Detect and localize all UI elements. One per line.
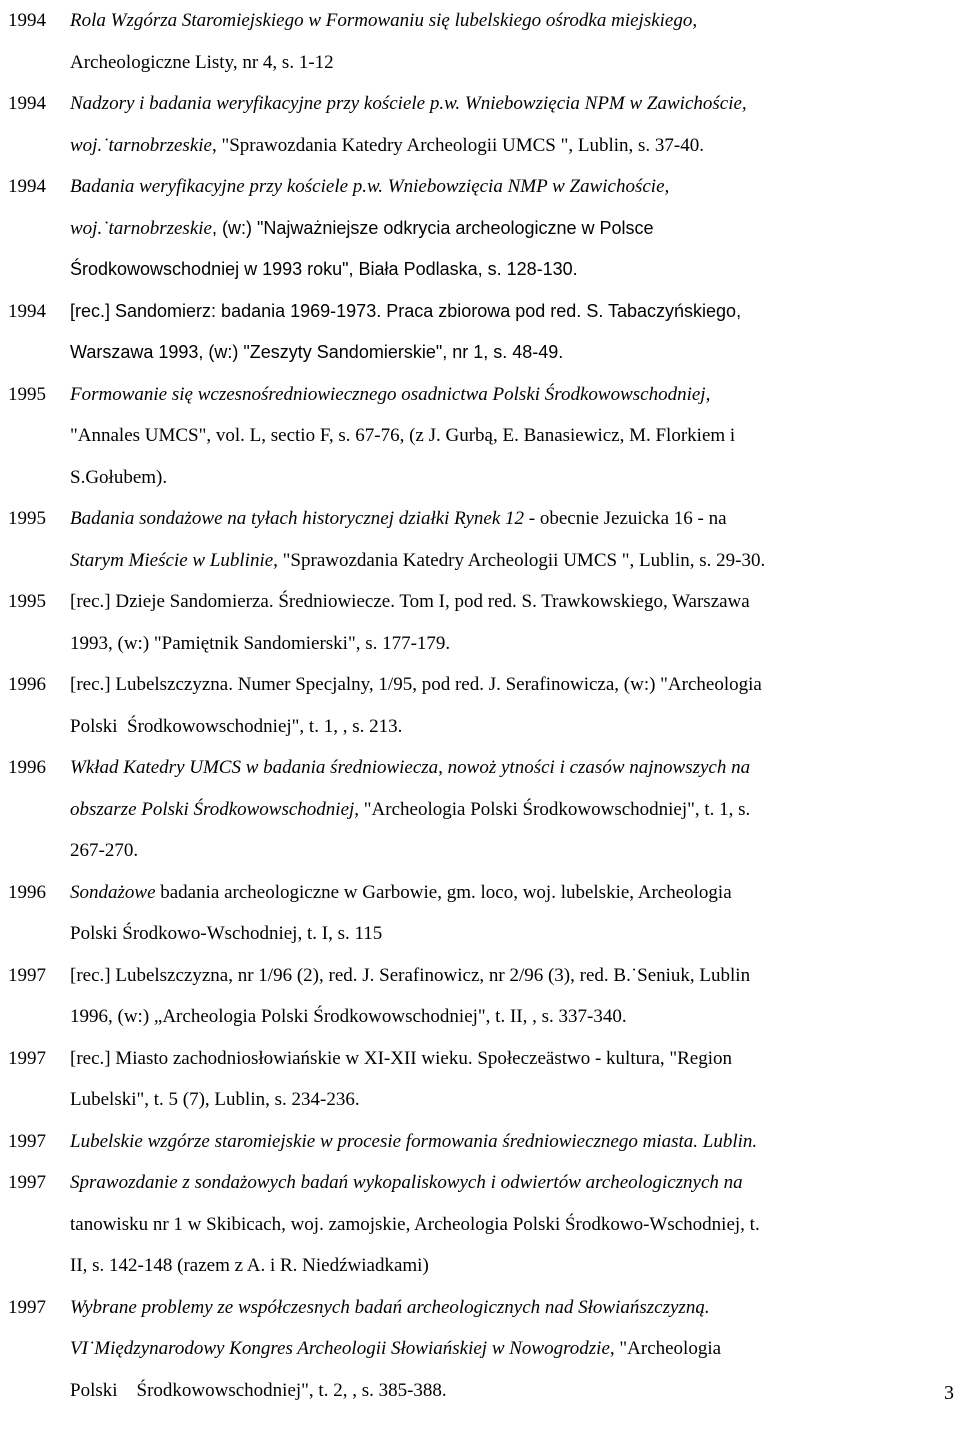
entry-line	[70, 996, 953, 1038]
entry-line	[70, 581, 953, 623]
entry-text	[70, 291, 953, 374]
bibliography-entry	[8, 1287, 953, 1412]
entry-line	[70, 83, 953, 125]
bibliography-entry	[8, 1038, 953, 1121]
entry-year: 1997	[8, 964, 46, 986]
entry-line	[70, 166, 953, 208]
entry-line	[70, 540, 953, 582]
entry-title-segment: woj.˙tarnobrzeskie	[70, 217, 212, 239]
entry-year: 1997	[8, 1172, 46, 1193]
entry-line	[70, 872, 953, 914]
entry-text	[70, 1038, 953, 1121]
entry-year: 1996	[8, 757, 46, 778]
entry-citation-segment: , "Sprawozdania Katedry Archeologii UMCS ", Lublin, s. 29-30.	[273, 549, 766, 571]
entry-title-segment: Sprawozdanie z sondażowych badań wykopaliskowych i odwiertów archeologicznych na	[70, 1172, 743, 1193]
entry-year: 1994	[8, 300, 46, 322]
entry-year: 1997	[8, 1047, 46, 1069]
entry-citation-segment: [rec.] Miasto zachodniosłowiańskie w XI-XII wieku. Społeczeästwo - kultura, "Region	[70, 1047, 733, 1069]
entry-citation-segment: II, s. 142-148 (razem z A. i R. Niedźwiadkami)	[70, 1255, 429, 1276]
entry-title-segment: Badania weryfikacyjne przy kościele p.w. Wniebowzięcia NMP w Zawichoście,	[70, 176, 670, 197]
entry-line	[70, 623, 953, 665]
entry-line	[70, 1162, 953, 1204]
entry-citation-segment: 1996, (w:) „Archeologia Polski Środkowowschodniej", t. II, , s. 337-340.	[70, 1006, 627, 1027]
entry-line	[70, 1370, 953, 1412]
entry-line	[70, 498, 953, 540]
entry-line	[70, 249, 953, 291]
entry-year: 1995	[8, 383, 46, 405]
entry-line	[70, 1245, 953, 1287]
entry-line	[70, 664, 953, 706]
entry-title-segment: obszarze Polski Środkowowschodniej	[70, 798, 355, 820]
entry-citation-segment: , "Sprawozdania Katedry Archeologii UMCS ", Lublin, s. 37-40.	[211, 134, 704, 156]
entry-line	[70, 332, 953, 374]
entry-citation-segment: 267-270.	[70, 840, 139, 861]
entry-title-segment: Nadzory i badania weryfikacyjne przy kościele p.w. Wniebowzięcia NPM w Zawichoście,	[70, 93, 747, 114]
entry-citation-segment: [rec.] Lubelszczyzna. Numer Specjalny, 1/95, pod red. J. Serafinowicza, (w:) "Archeologia	[70, 674, 762, 695]
entry-year: 1996	[8, 881, 46, 903]
entry-text	[70, 664, 953, 747]
bibliography-entry	[8, 747, 953, 872]
entry-year: 1994	[8, 176, 46, 197]
entry-citation-segment: , "Archeologia	[609, 1338, 722, 1359]
entry-citation-segment: - obecnie Jezuicka 16 - na	[524, 508, 727, 529]
entry-citation-segment: "Annales UMCS", vol. L, sectio F, s. 67-76, (z J. Gurbą, E. Banasiewicz, M. Florkiem i	[70, 425, 736, 446]
entry-citation-segment: [rec.] Dzieje Sandomierza. Średniowiecze. Tom I, pod red. S. Trawkowskiego, Warszawa	[70, 591, 750, 612]
entry-line	[70, 1287, 953, 1329]
entry-line	[70, 374, 953, 416]
entry-line	[70, 457, 953, 499]
bibliography-entry	[8, 83, 953, 166]
entry-line	[70, 830, 953, 872]
entry-citation-segment: , (w:) "Najważniejsze odkrycia archeologiczne w Polsce	[211, 217, 654, 238]
bibliography-entry	[8, 664, 953, 747]
bibliography-entry	[8, 1121, 953, 1163]
entry-citation-segment: S.Gołubem).	[70, 466, 168, 488]
entry-line	[70, 747, 953, 789]
bibliography-entry	[8, 955, 953, 1038]
entry-title-segment: VI˙Międzynarodowy Kongres Archeologii Słowiańskiej w Nowogrodzie	[70, 1338, 610, 1359]
entry-line	[70, 955, 953, 997]
entry-line	[70, 1079, 953, 1121]
entry-text	[70, 0, 953, 83]
entry-citation-segment: [rec.] Lubelszczyzna, nr 1/96 (2), red. J. Serafinowicz, nr 2/96 (3), red. B.˙Seniuk, Lublin	[70, 964, 751, 986]
entry-citation-segment: Archeologiczne Listy, nr 4, s. 1-12	[70, 51, 334, 73]
entry-text	[70, 747, 953, 872]
entry-title-segment: woj.˙tarnobrzeskie	[70, 134, 212, 156]
entry-citation-segment: Polski Środkowowschodniej", t. 2, , s. 385-388.	[70, 1379, 447, 1401]
entry-citation-segment: Lubelski", t. 5 (7), Lublin, s. 234-236.	[70, 1089, 360, 1110]
entry-title-segment: Wkład Katedry UMCS w badania średniowiecza, nowoż ytności i czasów najnowszych na	[70, 757, 751, 778]
entry-line	[70, 208, 953, 250]
entry-year: 1994	[8, 10, 46, 31]
entry-line	[70, 415, 953, 457]
bibliography-entry	[8, 291, 953, 374]
entry-title-segment: Wybrane problemy ze współczesnych badań archeologicznych nad Słowiańszczyzną.	[70, 1296, 710, 1318]
entry-citation-segment: tanowisku nr 1 w Skibicach, woj. zamojskie, Archeologia Polski Środkowo-Wschodniej, t.	[70, 1213, 760, 1235]
entry-year: 1997	[8, 1130, 46, 1152]
bibliography-list	[8, 0, 953, 1411]
entry-year: 1996	[8, 674, 46, 695]
entry-title-segment: Lubelskie wzgórze staromiejskie w procesie formowania średniowiecznego miasta. Lublin.	[70, 1130, 758, 1152]
entry-text	[70, 872, 953, 955]
entry-year: 1995	[8, 591, 46, 612]
entry-title-segment: Starym Mieście w Lublinie	[70, 549, 274, 571]
entry-text	[70, 1121, 953, 1163]
entry-text	[70, 374, 953, 499]
bibliography-entry	[8, 1162, 953, 1287]
entry-text	[70, 1162, 953, 1287]
entry-line	[70, 789, 953, 831]
entry-line	[70, 42, 953, 84]
entry-line	[70, 125, 953, 167]
entry-text	[70, 581, 953, 664]
entry-year: 1994	[8, 93, 46, 114]
entry-line	[70, 1328, 953, 1370]
entry-citation-segment: [rec.] Sandomierz: badania 1969-1973. Praca zbiorowa pod red. S. Tabaczyńskiego,	[70, 300, 742, 321]
bibliography-entry	[8, 498, 953, 581]
entry-line	[70, 0, 953, 42]
entry-citation-segment: badania archeologiczne w Garbowie, gm. loco, woj. lubelskie, Archeologia	[155, 881, 732, 903]
entry-line	[70, 913, 953, 955]
entry-citation-segment: Polski Środkowo-Wschodniej, t. I, s. 115	[70, 923, 383, 944]
entry-line	[70, 706, 953, 748]
entry-title-segment: Rola Wzgórza Staromiejskiego w Formowaniu się lubelskiego ośrodka miejskiego,	[70, 10, 698, 31]
bibliography-entry	[8, 166, 953, 291]
page-number: 3	[944, 1382, 954, 1404]
bibliography-entry	[8, 581, 953, 664]
entry-citation-segment: Środkowowschodniej w 1993 roku", Biała Podlaska, s. 128-130.	[70, 259, 578, 279]
entry-title-segment: Badania sondażowe na tyłach historycznej działki Rynek 12	[70, 508, 524, 529]
bibliography-entry	[8, 374, 953, 499]
entry-line	[70, 1121, 953, 1163]
entry-title-segment: Formowanie się wczesnośredniowiecznego osadnictwa Polski Środkowowschodniej	[70, 383, 706, 405]
entry-year: 1995	[8, 508, 46, 529]
entry-citation-segment: Polski Środkowowschodniej", t. 1, , s. 213.	[70, 715, 403, 737]
entry-line	[70, 1204, 953, 1246]
entry-citation-segment: ,	[705, 383, 711, 405]
entry-citation-segment: 1993, (w:) "Pamiętnik Sandomierski", s. 177-179.	[70, 632, 451, 654]
entry-line	[70, 1038, 953, 1080]
entry-text	[70, 1287, 953, 1412]
entry-text	[70, 166, 953, 291]
entry-text	[70, 83, 953, 166]
bibliography-entry	[8, 0, 953, 83]
entry-text	[70, 498, 953, 581]
entry-line	[70, 291, 953, 333]
bibliography-entry	[8, 872, 953, 955]
entry-text	[70, 955, 953, 1038]
entry-year: 1997	[8, 1296, 46, 1318]
entry-title-segment: Sondażowe	[70, 881, 156, 903]
entry-citation-segment: , "Archeologia Polski Środkowowschodniej", t. 1, s.	[354, 798, 751, 820]
entry-citation-segment: Warszawa 1993, (w:) "Zeszyty Sandomierskie", nr 1, s. 48-49.	[70, 342, 564, 362]
